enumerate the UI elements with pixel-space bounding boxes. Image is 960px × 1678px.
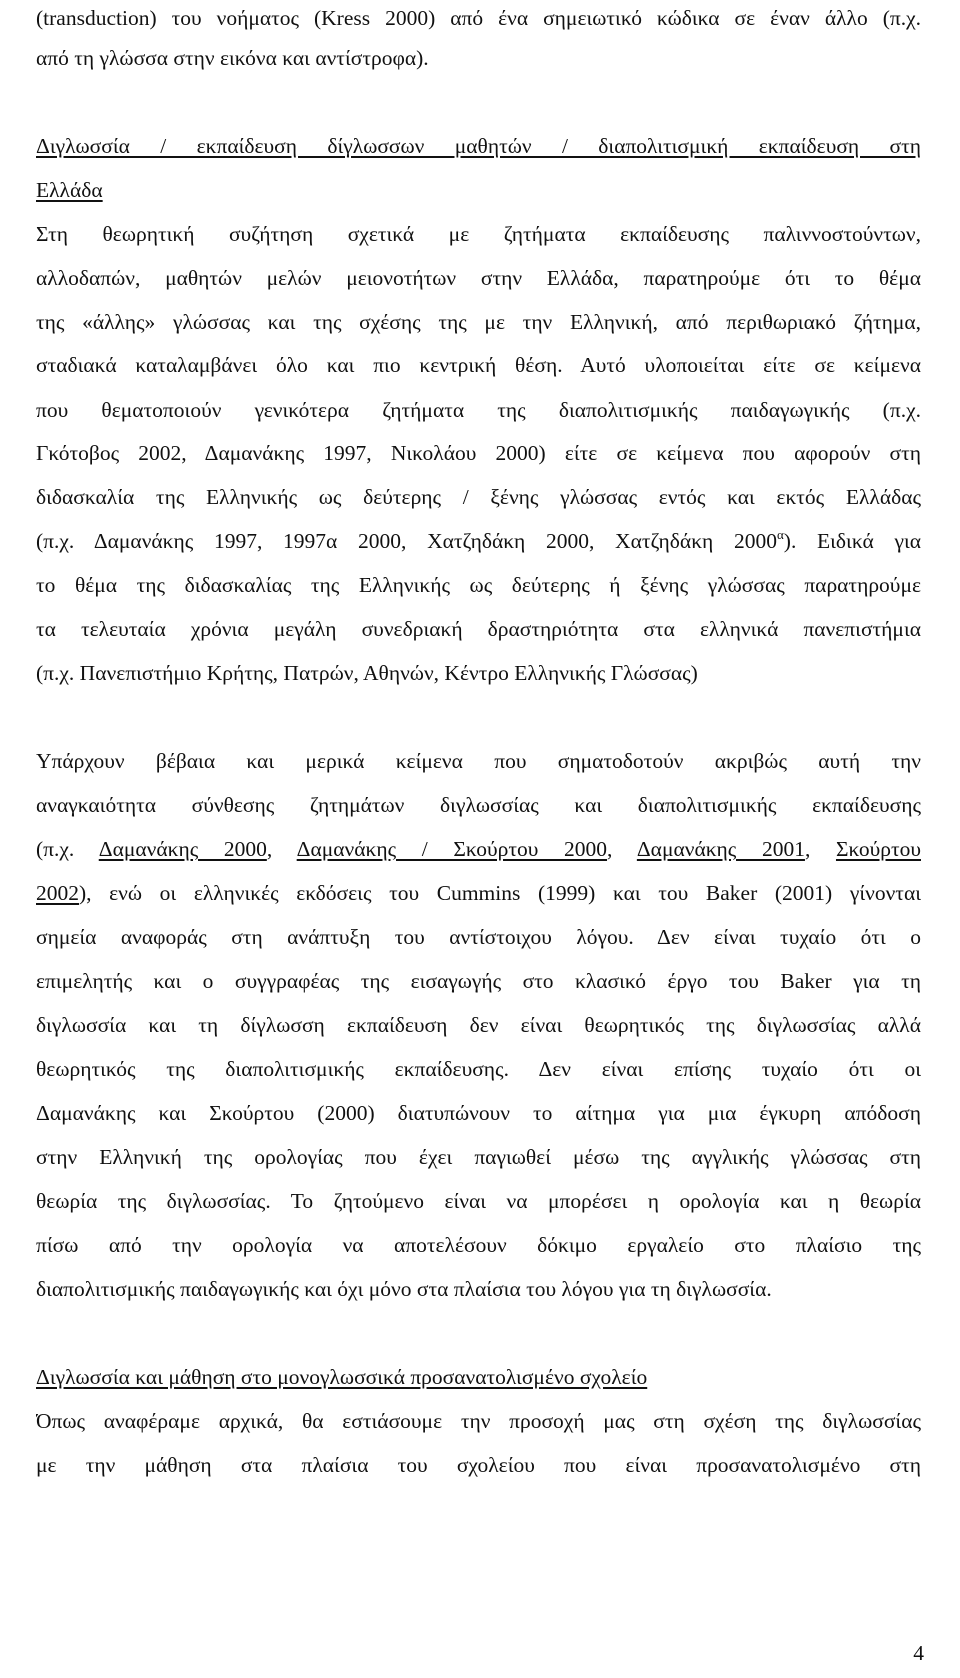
text-line: με την μάθηση στα πλαίσια του σχολείου που είναι προσανατολισμένο στη (36, 1453, 921, 1477)
text-line: Γκότοβος 2002, Δαμανάκης 1997, Νικολάου 2000) είτε σε κείμενα που αφορούν στη (36, 441, 921, 465)
section-heading: Διγλωσσία / εκπαίδευση δίγλωσσων μαθητών / διαπολιτισμική εκπαίδευση στη (36, 134, 921, 158)
section-heading-text: Διγλωσσία και μάθηση στο μονογλωσσικά προσανατολισμένο σχολείο (36, 1365, 648, 1389)
citation-link: Σκούρτου (835, 837, 921, 861)
superscript: α (776, 527, 784, 542)
text-line: διγλωσσία και τη δίγλωσση εκπαίδευση δεν είναι θεωρητικός της διγλωσσίας αλλά (36, 1013, 921, 1037)
text-segment: , (266, 837, 297, 861)
text-line: πίσω από την ορολογία να αποτελέσουν δόκιμο εργαλείο στο πλαίσιο της (36, 1233, 921, 1257)
section-heading (36, 175, 921, 205)
text-line: Όπως αναφέραμε αρχικά, θα εστιάσουμε την προσοχή μας στη σχέση της διγλωσσίας (36, 1409, 921, 1433)
text-line: από τη γλώσσα στην εικόνα και αντίστροφα). (36, 46, 429, 70)
citation-link: 2002 (36, 881, 79, 905)
text-line: Στη θεωρητική συζήτηση σχετικά με ζητήματα εκπαίδευσης παλιννοστούντων, (36, 222, 921, 246)
text-line: Υπάρχουν βέβαια και μερικά κείμενα που σηματοδοτούν ακριβώς αυτή την (36, 749, 921, 773)
text-line: θεωρητικός της διαπολιτισμικής εκπαίδευσης. Δεν είναι επίσης τυχαίο ότι οι (36, 1057, 921, 1081)
text-segment: ), ενώ οι ελληνικές εκδόσεις του Cummins (1999) και του Baker (2001) γίνονται (79, 881, 921, 905)
section-heading-end: Ελλάδα (36, 178, 103, 202)
text-segment: (π.χ. Δαμανάκης 1997, 1997α 2000, Χατζηδάκη 2000, Χατζηδάκη 2000 (36, 529, 777, 553)
section-heading (36, 1362, 921, 1392)
text-segment: , (607, 837, 637, 861)
text-segment: , (804, 837, 836, 861)
page-number: 4 (913, 1641, 924, 1665)
text-line: διδασκαλία της Ελληνικής ως δεύτερης / ξένης γλώσσας εντός και εκτός Ελλάδας (36, 485, 921, 509)
text-line: επιμελητής και ο συγγραφέας της εισαγωγής στο κλασικό έργο του Baker για τη (36, 969, 921, 993)
text-line: το θέμα της διδασκαλίας της Ελληνικής ως δεύτερης ή ξένης γλώσσας παρατηρούμε (36, 573, 921, 597)
text-line: στην Ελληνική της ορολογίας που έχει παγιωθεί μέσω της αγγλικής γλώσσας στη (36, 1145, 921, 1169)
text-line: σημεία αναφοράς στη ανάπτυξη του αντίστοιχου λόγου. Δεν είναι τυχαίο ότι ο (36, 925, 921, 949)
text-line: της «άλλης» γλώσσας και της σχέσης της με την Ελληνική, από περιθωριακό ζήτημα, (36, 310, 921, 334)
text-line: τα τελευταία χρόνια μεγάλη συνεδριακή δραστηριότητα στα ελληνικά πανεπιστήμια (36, 617, 921, 641)
text-line: θεωρία της διγλωσσίας. Το ζητούμενο είναι να μπορέσει η ορολογία και η θεωρία (36, 1189, 921, 1213)
text-segment: ). Ειδικά για (783, 529, 921, 553)
text-line: διαπολιτισμικής παιδαγωγικής και όχι μόνο στα πλαίσια του λόγου για τη διγλωσσία. (36, 1277, 772, 1301)
text-line (36, 878, 921, 908)
citation-link: Δαμανάκης 2000 (98, 837, 267, 861)
text-line: (π.χ. Πανεπιστήμιο Κρήτης, Πατρών, Αθηνών, Κέντρο Ελληνικής Γλώσσας) (36, 661, 698, 685)
text-line: (transduction) του νοήματος (Kress 2000) από ένα σημειωτικό κώδικα σε έναν άλλο (π.χ. (36, 6, 921, 30)
text-line: που θεματοποιούν γενικότερα ζητήματα της διαπολιτισμικής παιδαγωγικής (π.χ. (36, 398, 921, 422)
citation-link: Δαμανάκης / Σκούρτου 2000 (296, 837, 608, 861)
text-line (36, 834, 921, 864)
text-line (36, 526, 921, 556)
text-line: σταδιακά καταλαμβάνει όλο και πιο κεντρική θέση. Αυτό υλοποιείται είτε σε κείμενα (36, 353, 921, 377)
text-line: Δαμανάκης και Σκούρτου (2000) διατυπώνουν το αίτημα για μια έγκυρη απόδοση (36, 1101, 921, 1125)
text-line: αναγκαιότητα σύνθεσης ζητημάτων διγλωσσίας και διαπολιτισμικής εκπαίδευσης (36, 793, 921, 817)
text-line: αλλοδαπών, μαθητών μελών μειονοτήτων στην Ελλάδα, παρατηρούμε ότι το θέμα (36, 266, 921, 290)
text-segment: (π.χ. (36, 837, 99, 861)
citation-link: Δαμανάκης 2001 (636, 837, 805, 861)
